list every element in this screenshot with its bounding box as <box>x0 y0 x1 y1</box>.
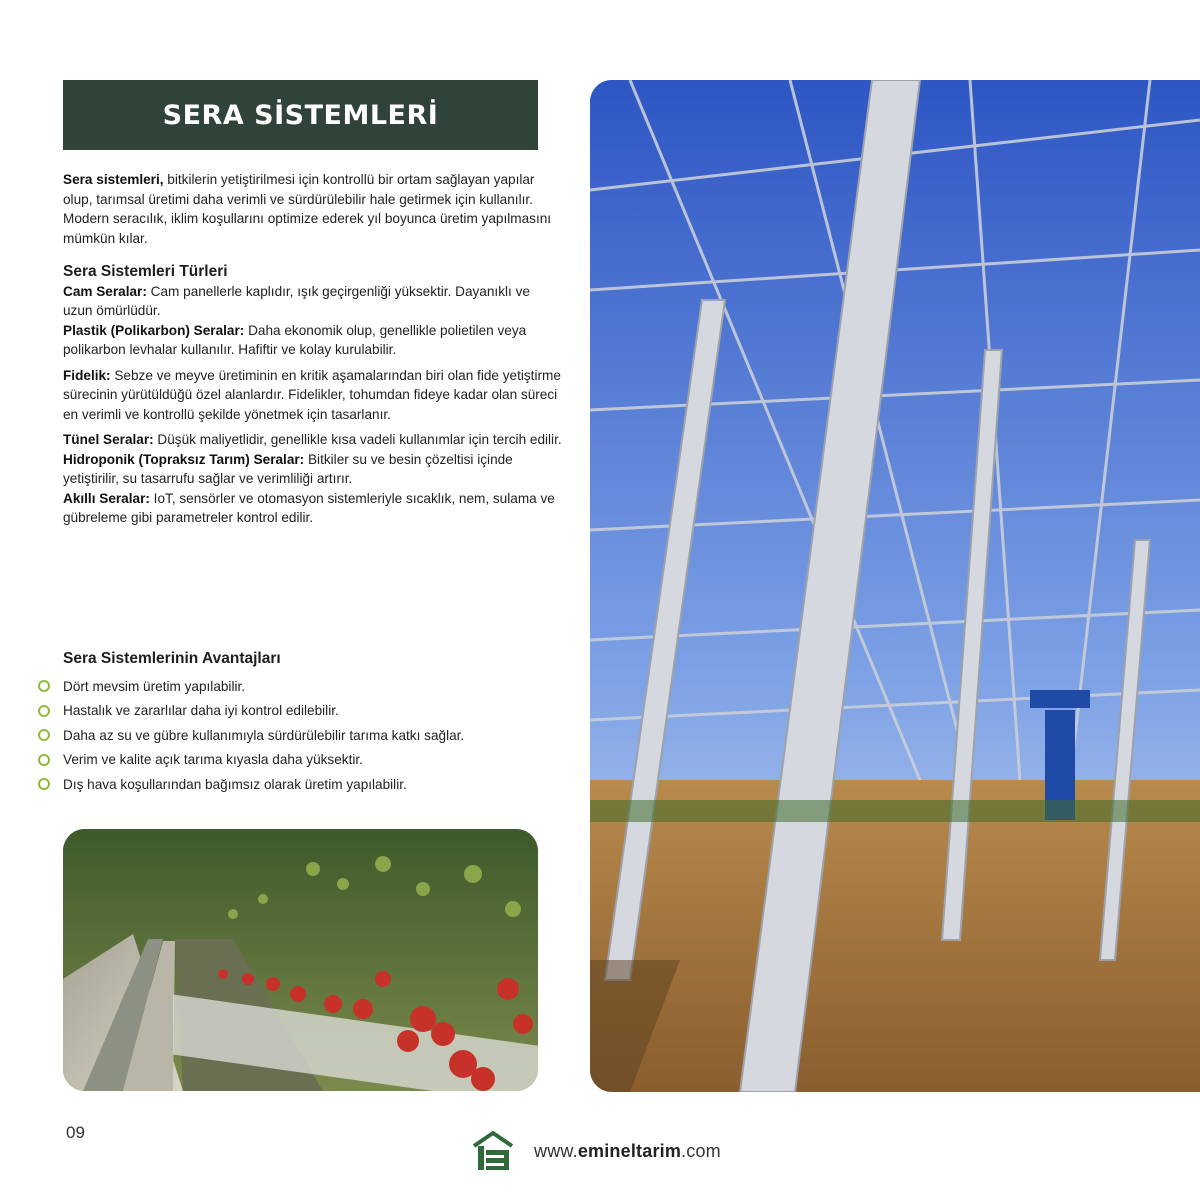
advantages-list <box>38 674 558 797</box>
page-title: SERA SİSTEMLERİ <box>162 99 439 131</box>
type-desc: Daha ekonomik olup, genellikle polietilen veya polikarbon levhalar kullanılır. Hafiftir ve kolay kurulabilir. <box>63 322 527 357</box>
list-item <box>38 723 558 748</box>
list-item <box>38 674 558 699</box>
footer <box>472 1130 721 1172</box>
advantage-text: Dört mevsim üretim yapılabilir. <box>63 678 246 694</box>
circle-bullet-icon <box>38 680 50 692</box>
types-heading: Sera Sistemleri Türleri <box>63 263 228 280</box>
list-item <box>38 748 558 773</box>
type-item <box>63 450 563 489</box>
type-item <box>63 321 563 360</box>
tomato-greenhouse-photo <box>63 829 538 1091</box>
circle-bullet-icon <box>38 754 50 766</box>
intro-paragraph <box>63 170 563 248</box>
type-term: Hidroponik (Topraksız Tarım) Seralar: <box>63 451 305 467</box>
type-desc: Düşük maliyetlidir, genellikle kısa vadeli kullanımlar için tercih edilir. <box>153 432 562 447</box>
type-term: Cam Seralar: <box>63 283 147 299</box>
advantage-text: Daha az su ve gübre kullanımıyla sürdürülebilir tarıma katkı sağlar. <box>63 727 465 743</box>
type-desc: Sebze ve meyve üretiminin en kritik aşamalarından biri olan fide yetiştirme sürecinin yürütüldüğü özel alanlardır. Fidelikler, tohumdan fideye kadar olan süreci en verimli ve kontrollü şekilde yönetmek için tasarlanır. <box>63 367 561 422</box>
type-term: Plastik (Polikarbon) Seralar: <box>63 322 245 338</box>
type-item <box>63 366 563 425</box>
list-item <box>38 699 558 724</box>
url-prefix: www. <box>534 1140 578 1161</box>
advantage-text: Verim ve kalite açık tarıma kıyasla daha yüksektir. <box>63 752 363 768</box>
type-desc: IoT, sensörler ve otomasyon sistemleriyle sıcaklık, nem, sulama ve gübreleme gibi parametreler kontrol edilir. <box>63 490 555 525</box>
type-term: Akıllı Seralar: <box>63 490 150 506</box>
page-number: 09 <box>66 1123 85 1142</box>
url-suffix: .com <box>681 1140 721 1161</box>
type-term: Tünel Seralar: <box>63 432 154 447</box>
circle-bullet-icon <box>38 778 50 790</box>
type-item <box>63 430 563 450</box>
advantages-heading: Sera Sistemlerinin Avantajları <box>63 650 281 667</box>
type-item <box>63 489 563 528</box>
url-brand: emineltarim <box>577 1140 682 1161</box>
list-item <box>38 772 558 797</box>
emineltarim-logo-icon <box>472 1130 514 1172</box>
circle-bullet-icon <box>38 729 50 741</box>
title-banner <box>63 80 538 150</box>
greenhouse-structure-photo <box>590 80 1200 1092</box>
type-desc: Cam panellerle kaplıdır, ışık geçirgenliği yüksektir. Dayanıklı ve uzun ömürlüdür. <box>63 283 530 318</box>
intro-text: bitkilerin yetiştirilmesi için kontrollü bir ortam sağlayan yapılar olup, tarımsal üretimi daha verimli ve sürdürülebilir hale getirmek için kullanılır. Modern seracılık, iklim koşullarını optimize ederek yıl boyunca üretim yapılmasını mümkün kılar. <box>63 172 552 246</box>
type-desc: Bitkiler su ve besin çözeltisi içinde yetiştirilir, su tasarrufu sağlar ve verimliliği artırır. <box>63 451 513 486</box>
website-link[interactable] <box>534 1141 721 1162</box>
advantage-text: Dış hava koşullarından bağımsız olarak üretim yapılabilir. <box>63 776 407 792</box>
main-text <box>63 170 563 528</box>
intro-lead: Sera sistemleri, <box>63 172 164 187</box>
circle-bullet-icon <box>38 705 50 717</box>
type-item <box>63 282 563 321</box>
type-term: Fidelik: <box>63 367 111 383</box>
advantage-text: Hastalık ve zararlılar daha iyi kontrol edilebilir. <box>63 703 339 719</box>
